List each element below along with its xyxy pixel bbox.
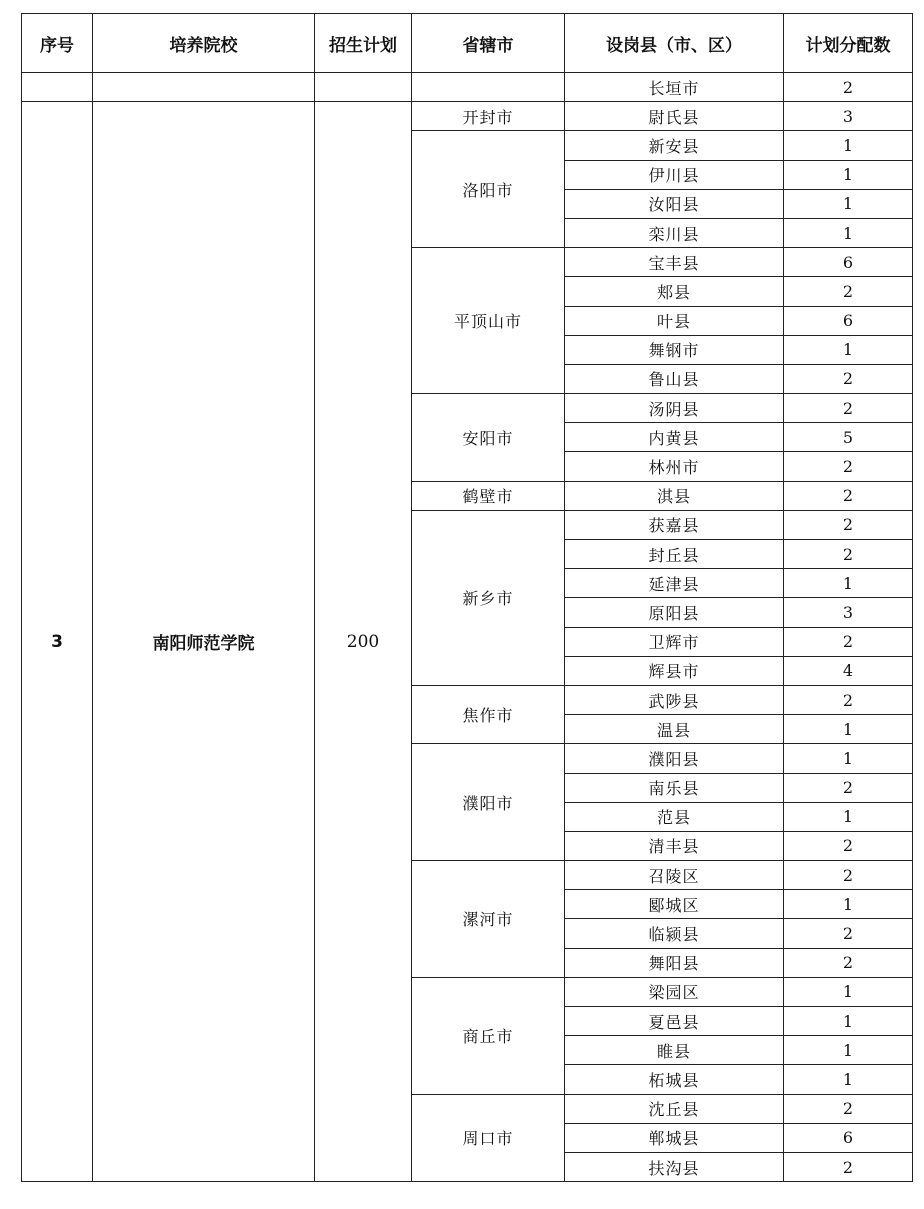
city-cell: 商丘市 [412, 977, 565, 1094]
header-city: 省辖市 [412, 14, 565, 73]
alloc-cell: 2 [784, 861, 913, 890]
county-cell: 尉氏县 [565, 102, 784, 131]
county-cell: 临颍县 [565, 919, 784, 948]
county-cell: 卫辉市 [565, 627, 784, 656]
county-cell: 夏邑县 [565, 1007, 784, 1036]
alloc-cell: 2 [784, 831, 913, 860]
alloc-cell: 3 [784, 102, 913, 131]
city-cell: 濮阳市 [412, 744, 565, 861]
alloc-cell: 2 [784, 510, 913, 539]
city-cell: 焦作市 [412, 685, 565, 743]
seq-cell: 3 [22, 102, 93, 1182]
county-cell: 林州市 [565, 452, 784, 481]
county-cell: 睢县 [565, 1036, 784, 1065]
alloc-cell: 1 [784, 160, 913, 189]
alloc-cell: 1 [784, 569, 913, 598]
alloc-cell: 2 [784, 481, 913, 510]
alloc-cell: 1 [784, 189, 913, 218]
alloc-cell: 1 [784, 802, 913, 831]
county-cell: 舞阳县 [565, 948, 784, 977]
alloc-cell: 2 [784, 540, 913, 569]
city-cell: 洛阳市 [412, 131, 565, 248]
county-cell: 原阳县 [565, 598, 784, 627]
county-cell: 新安县 [565, 131, 784, 160]
alloc-cell: 2 [784, 1094, 913, 1123]
city-cell: 鹤壁市 [412, 481, 565, 510]
alloc-cell: 2 [784, 73, 913, 102]
county-cell: 郏县 [565, 277, 784, 306]
alloc-cell: 1 [784, 1065, 913, 1094]
alloc-cell: 2 [784, 277, 913, 306]
table-row [22, 73, 913, 102]
seq-cell [22, 73, 93, 102]
header-seq: 序号 [22, 14, 93, 73]
school-cell [93, 73, 315, 102]
county-cell: 郾城区 [565, 890, 784, 919]
plan-cell [315, 73, 412, 102]
alloc-cell: 6 [784, 1123, 913, 1152]
alloc-cell: 1 [784, 335, 913, 364]
alloc-cell: 1 [784, 890, 913, 919]
alloc-cell: 2 [784, 394, 913, 423]
county-cell: 长垣市 [565, 73, 784, 102]
alloc-cell: 2 [784, 685, 913, 714]
county-cell: 淇县 [565, 481, 784, 510]
county-cell: 封丘县 [565, 540, 784, 569]
county-cell: 武陟县 [565, 685, 784, 714]
county-cell: 柘城县 [565, 1065, 784, 1094]
table-row [22, 102, 913, 131]
city-cell: 漯河市 [412, 861, 565, 978]
header-school: 培养院校 [93, 14, 315, 73]
header-county: 设岗县（市、区） [565, 14, 784, 73]
county-cell: 扶沟县 [565, 1152, 784, 1181]
alloc-cell: 1 [784, 715, 913, 744]
alloc-cell: 1 [784, 131, 913, 160]
county-cell: 梁园区 [565, 977, 784, 1006]
county-cell: 舞钢市 [565, 335, 784, 364]
county-cell: 延津县 [565, 569, 784, 598]
city-cell: 周口市 [412, 1094, 565, 1182]
county-cell: 宝丰县 [565, 248, 784, 277]
alloc-cell: 2 [784, 948, 913, 977]
alloc-cell: 2 [784, 773, 913, 802]
plan-cell: 200 [315, 102, 412, 1182]
county-cell: 鲁山县 [565, 364, 784, 393]
county-cell: 清丰县 [565, 831, 784, 860]
alloc-cell: 2 [784, 364, 913, 393]
alloc-cell: 2 [784, 452, 913, 481]
header-plan: 招生计划 [315, 14, 412, 73]
alloc-cell: 3 [784, 598, 913, 627]
county-cell: 汝阳县 [565, 189, 784, 218]
alloc-cell: 6 [784, 306, 913, 335]
county-cell: 召陵区 [565, 861, 784, 890]
city-cell [412, 73, 565, 102]
alloc-cell: 4 [784, 656, 913, 685]
county-cell: 汤阴县 [565, 394, 784, 423]
county-cell: 内黄县 [565, 423, 784, 452]
alloc-cell: 1 [784, 977, 913, 1006]
header-alloc: 计划分配数 [784, 14, 913, 73]
school-cell: 南阳师范学院 [93, 102, 315, 1182]
alloc-cell: 2 [784, 1152, 913, 1181]
header-row [22, 14, 913, 73]
county-cell: 郸城县 [565, 1123, 784, 1152]
alloc-cell: 5 [784, 423, 913, 452]
city-cell: 开封市 [412, 102, 565, 131]
city-cell: 安阳市 [412, 394, 565, 482]
county-cell: 获嘉县 [565, 510, 784, 539]
county-cell: 南乐县 [565, 773, 784, 802]
county-cell: 濮阳县 [565, 744, 784, 773]
alloc-cell: 1 [784, 218, 913, 247]
alloc-cell: 6 [784, 248, 913, 277]
county-cell: 范县 [565, 802, 784, 831]
city-cell: 新乡市 [412, 510, 565, 685]
county-cell: 温县 [565, 715, 784, 744]
city-cell: 平顶山市 [412, 248, 565, 394]
alloc-cell: 1 [784, 1036, 913, 1065]
county-cell: 辉县市 [565, 656, 784, 685]
alloc-cell: 2 [784, 919, 913, 948]
county-cell: 栾川县 [565, 218, 784, 247]
alloc-cell: 2 [784, 627, 913, 656]
allocation-table [21, 13, 913, 1182]
county-cell: 沈丘县 [565, 1094, 784, 1123]
county-cell: 叶县 [565, 306, 784, 335]
alloc-cell: 1 [784, 744, 913, 773]
alloc-cell: 1 [784, 1007, 913, 1036]
county-cell: 伊川县 [565, 160, 784, 189]
